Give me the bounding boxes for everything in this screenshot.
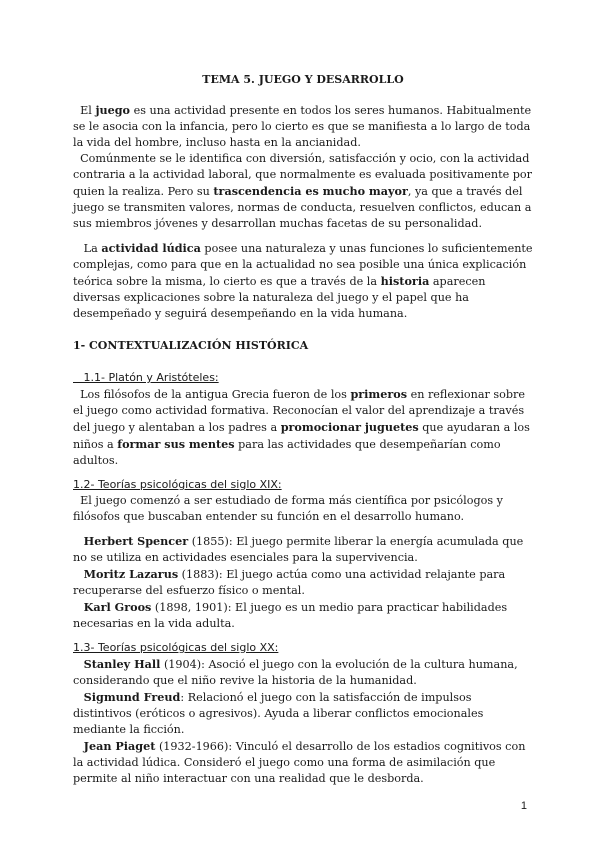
author-entry: Herbert Spencer (1855): El juego permite liberar la energía acumulada que no se utiliza en actividades esenciales para la supervivencia. xyxy=(73,534,524,564)
subsection-heading-1-3: 1.3- Teorías psicológicas del siglo XX: xyxy=(73,641,279,654)
section-heading-1: 1- CONTEXTUALIZACIÓN HISTÓRICA xyxy=(73,339,309,352)
subsection-heading-1-1: 1.1- Platón y Aristóteles: xyxy=(83,371,219,384)
subsection-1-1-text: Los filósofos de la antigua Grecia fueron de los primeros en reflexionar sobre el juego como actividad formativa. Reconocían el valor del aprendizaje a través del juego y alentaban a los padres a promocionar juguetes que ayudaran a los niños a formar sus mentes para las actividades que desempeñarían como adultos. xyxy=(73,387,530,467)
author-entry: Karl Groos (1898, 1901): El juego es un medio para practicar habilidades necesarias en la vida adulta. xyxy=(73,600,508,630)
intro-paragraph-1: El juego es una actividad presente en todos los seres humanos. Habitualmente se le asocia con la infancia, pero lo cierto es que se manifiesta a lo largo de toda la vida del hombre, incluso hasta en la ancianidad. xyxy=(73,103,532,149)
author-entry: Sigmund Freud: Relacionó el juego con la satisfacción de impulsos distintivos (eróticos o agresivos). Ayuda a liberar conflictos emocionales mediante la ficción. xyxy=(73,690,484,736)
author-entry: Stanley Hall (1904): Asoció el juego con la evolución de la cultura humana, considerando que el niño revive la historia de la humanidad. xyxy=(73,657,518,687)
page-title: TEMA 5. JUEGO Y DESARROLLO xyxy=(202,73,404,86)
document-page xyxy=(73,72,533,787)
intro-paragraph-3: La actividad lúdica posee una naturaleza y unas funciones lo suficientemente complejas, como para que en la actualidad no sea posible una única explicación teórica sobre la misma, lo cierto es que a través de la historia aparecen diversas explicaciones sobre la naturaleza del juego y el papel que ha desempeñado y seguirá desempeñando en la vida humana. xyxy=(73,241,533,320)
author-entry: Jean Piaget (1932-1966): Vinculó el desarrollo de los estadios cognitivos con la actividad lúdica. Consideró el juego como una forma de asimilación que permite al niño interactuar con una realidad que le desborda. xyxy=(73,739,526,785)
author-entry: Moritz Lazarus (1883): El juego actúa como una actividad relajante para recuperarse del esfuerzo físico o mental. xyxy=(73,567,506,597)
intro-paragraph-2: Comúnmente se le identifica con diversión, satisfacción y ocio, con la actividad contraria a la actividad laboral, que normalmente es evaluada positivamente por quien la realiza. Pero su trascendencia es mucho mayor, ya que a través del juego se transmiten valores, normas de conducta, resuelven conflictos, educan a sus miembros jóvenes y desarrollan muchas facetas de su personalidad. xyxy=(73,152,533,230)
page-number: 1 xyxy=(520,800,527,812)
subsection-1-2-intro: El juego comenzó a ser estudiado de forma más científica por psicólogos y filósofos que buscaban entender su función en el desarrollo humano. xyxy=(73,494,503,523)
subsection-heading-1-2: 1.2- Teorías psicológicas del siglo XIX: xyxy=(73,478,282,491)
